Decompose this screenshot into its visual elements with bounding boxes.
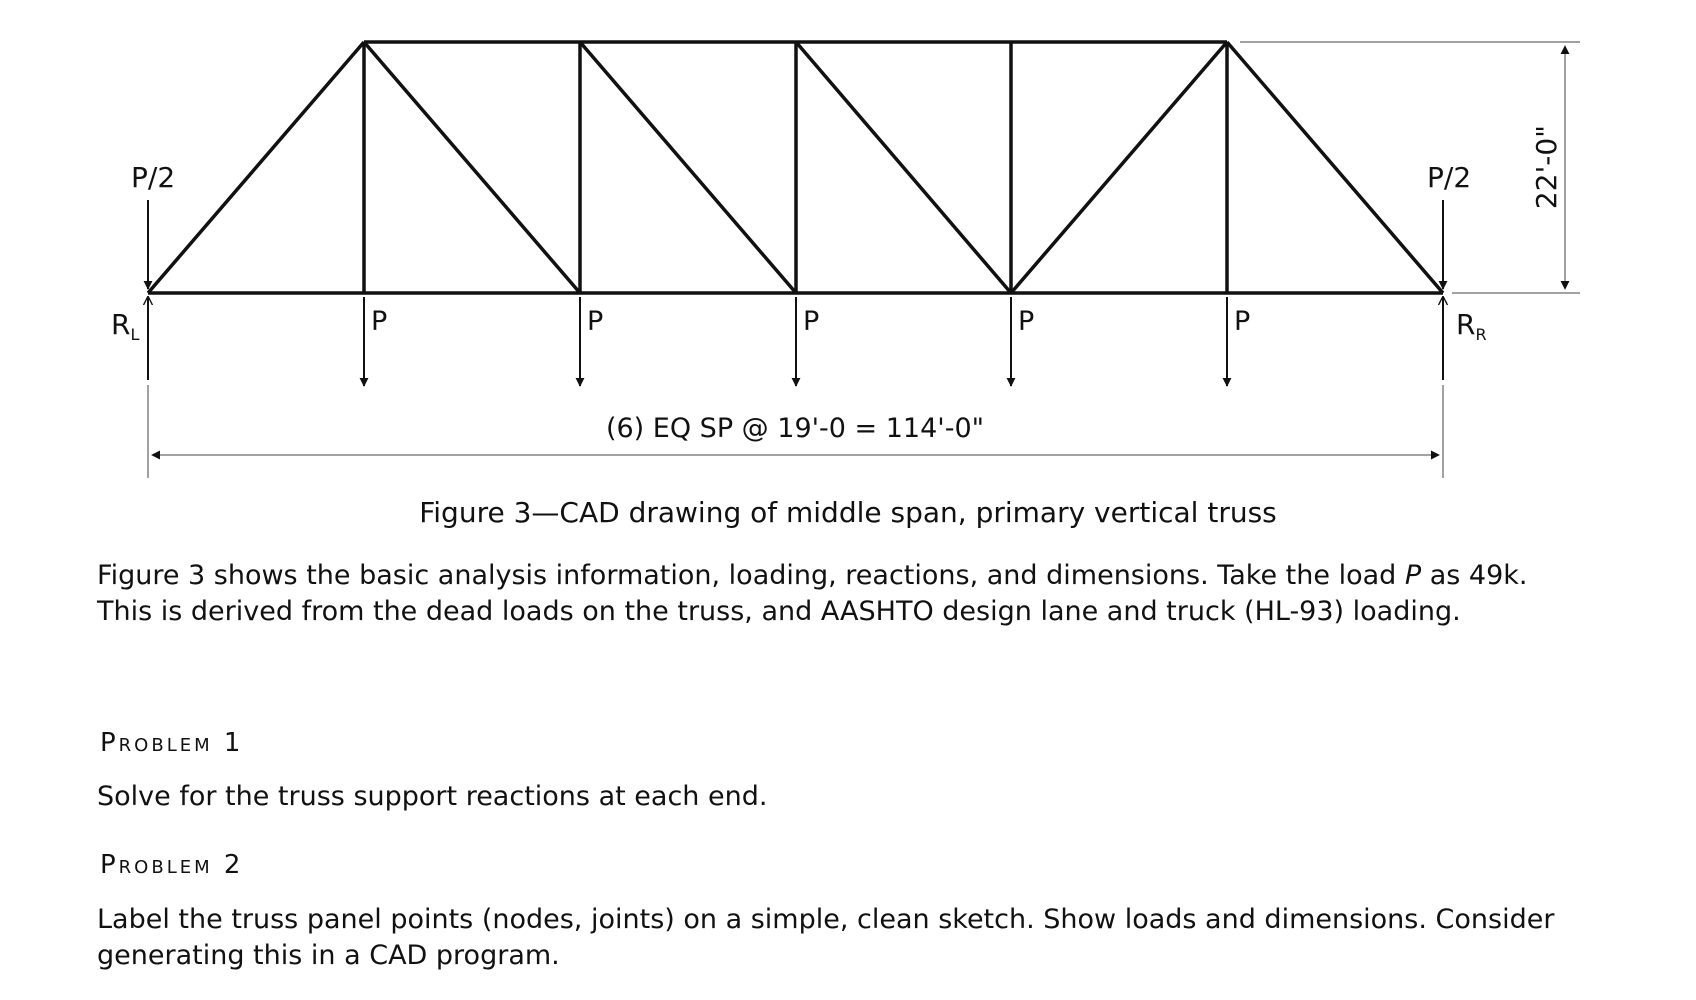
- panel-load-label-2: P: [587, 306, 604, 337]
- problem-1-text: Solve for the truss support reactions at each end.: [97, 781, 768, 812]
- left-half-load-label: P/2: [131, 161, 176, 194]
- load-variable: P: [1404, 560, 1422, 591]
- problem-2-heading: Problem 2: [100, 850, 244, 880]
- diagonal-2: [580, 42, 796, 293]
- right-half-load-label: P/2: [1427, 161, 1472, 194]
- problem-2-text: Label the truss panel points (nodes, joints) on a simple, clean sketch. Show loads and dimensions. Consider generating this in a CAD program.: [97, 904, 1555, 971]
- panel-load-label-1: P: [371, 306, 388, 337]
- panel-load-label-4: P: [1018, 306, 1035, 337]
- right-end-post: [1227, 42, 1443, 293]
- panel-load-label-3: P: [803, 306, 820, 337]
- intro-paragraph: [97, 558, 1637, 630]
- problem-1-heading: Problem 1: [100, 728, 244, 758]
- span-dim-label: (6) EQ SP @ 19'-0 = 114'-0": [605, 413, 985, 444]
- intro-line-1-end: as 49k.: [1421, 560, 1528, 591]
- left-reaction-label: $R_L$: [111, 308, 140, 344]
- intro-line-2: This is derived from the dead loads on the truss, and AASHTO design lane and truck (HL-93) loading.: [97, 596, 1461, 627]
- diagonal-4: [1011, 42, 1227, 293]
- right-reaction-label: $R_R$: [1456, 308, 1487, 344]
- left-end-post: [148, 42, 364, 293]
- truss-members: [148, 42, 1443, 293]
- intro-line-1: [97, 558, 1637, 594]
- panel-loads: [364, 297, 1227, 386]
- diagonal-1: [364, 42, 580, 293]
- panel-load-label-5: P: [1234, 306, 1251, 337]
- height-dim-label: 22'-0": [1530, 124, 1563, 210]
- figure-caption: Figure 3—CAD drawing of middle span, primary vertical truss: [419, 496, 1277, 529]
- diagonal-3: [796, 42, 1011, 293]
- intro-line-1-text: Figure 3 shows the basic analysis information, loading, reactions, and dimensions. Take the load: [97, 560, 1405, 591]
